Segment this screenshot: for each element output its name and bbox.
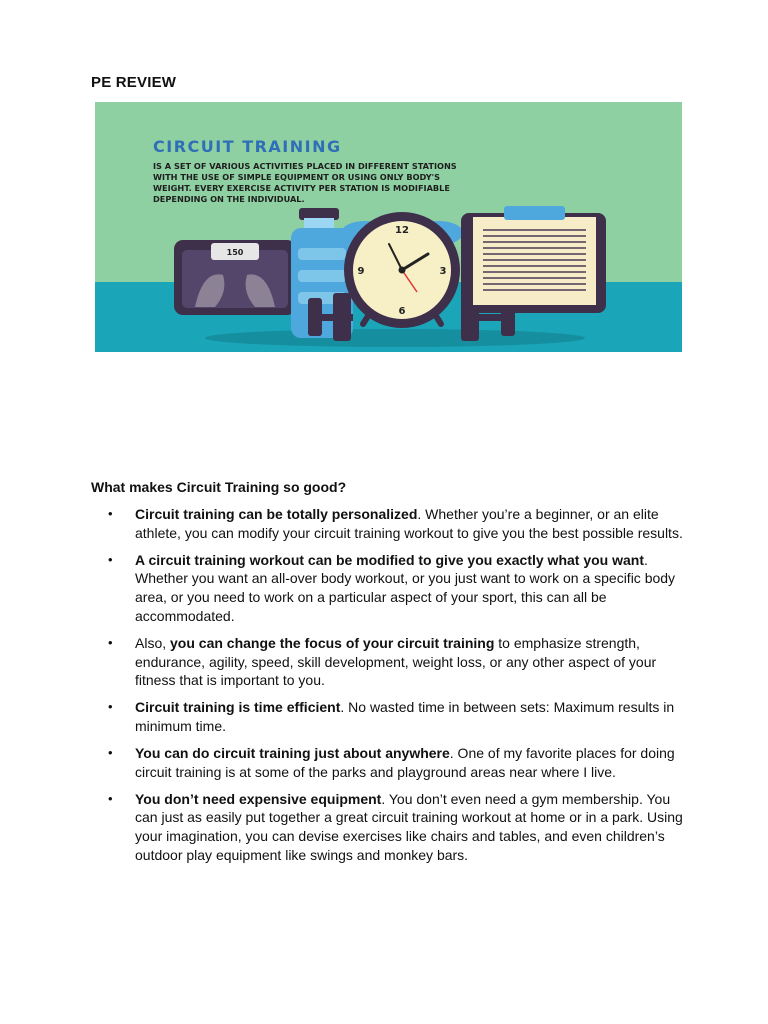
bullet-icon: •	[108, 551, 113, 567]
item-text: . Whether you want an all-over body workout, or you just want to work on a specific body area, or you need to work on a particular aspect of your sport, this can all be accommodated.	[135, 551, 676, 624]
item-bold-text: you can change the focus of your circuit training	[170, 634, 495, 651]
benefits-list	[105, 505, 685, 873]
item-text: . You don’t even need a gym membership. You can just as easily put together a great circuit training workout at home or in a park. Using your imagination, you can devise exercises like chairs and tables, and even children’s outdoor play equipment like swings and monkey bars.	[135, 790, 683, 863]
list-item	[105, 744, 685, 781]
item-text: to emphasize strength, endurance, agility, speed, skill development, weight loss, or any other aspect of your fitness that is important to you.	[135, 634, 657, 689]
circuit-training-banner	[95, 102, 682, 352]
item-bold-text: Circuit training is time efficient	[135, 699, 341, 716]
bullet-icon: •	[108, 699, 113, 715]
bullet-icon: •	[108, 506, 113, 521]
bullet-icon: •	[108, 634, 113, 650]
list-item	[105, 698, 685, 735]
item-text: . No wasted time in between sets: Maximum results in minimum time.	[135, 699, 675, 734]
section-heading: What makes Circuit Training so good?	[91, 479, 347, 495]
svg-text:3: 3	[439, 266, 447, 277]
item-bold-text: You can do circuit training just about anywhere	[135, 744, 450, 761]
svg-text:12: 12	[395, 225, 409, 236]
list-item	[105, 634, 685, 690]
bullet-icon: •	[108, 790, 113, 806]
banner-line-2: WITH THE USE OF SIMPLE EQUIPMENT OR USING ONLY BODY'S	[153, 172, 441, 182]
clipboard-icon	[461, 206, 606, 313]
item-bold-text: You don’t need expensive equipment	[135, 790, 382, 807]
list-item	[105, 505, 685, 542]
banner-line-4: DEPENDING ON THE INDIVIDUAL.	[153, 194, 305, 204]
banner-line-1: IS A SET OF VARIOUS ACTIVITIES PLACED IN DIFFERENT STATIONS	[153, 161, 457, 171]
list-item	[105, 551, 685, 626]
item-text: . Whether you’re a beginner, or an elite athlete, you can modify your circuit training workout to give you the best possible results.	[135, 506, 683, 541]
item-bold-text: Circuit training can be totally personalized	[135, 506, 418, 522]
banner-heading: CIRCUIT TRAINING	[153, 137, 342, 156]
floor-shadow	[205, 329, 585, 347]
item-text: . One of my favorite places for doing circuit training is at some of the parks and playground areas near where I live.	[135, 744, 675, 780]
svg-text:9: 9	[357, 266, 365, 277]
svg-text:6: 6	[398, 306, 406, 317]
bullet-icon: •	[108, 744, 113, 760]
svg-text:150: 150	[226, 248, 244, 257]
scale-icon	[174, 240, 296, 315]
page-title: PE REVIEW	[91, 74, 177, 91]
list-item	[105, 790, 685, 865]
banner-line-3: WEIGHT. EVERY EXERCISE ACTIVITY PER STATION IS MODIFIABLE	[153, 183, 450, 193]
item-bold-text: A circuit training workout can be modified to give you exactly what you want	[135, 551, 645, 568]
item-prefix-text: Also,	[135, 634, 171, 651]
